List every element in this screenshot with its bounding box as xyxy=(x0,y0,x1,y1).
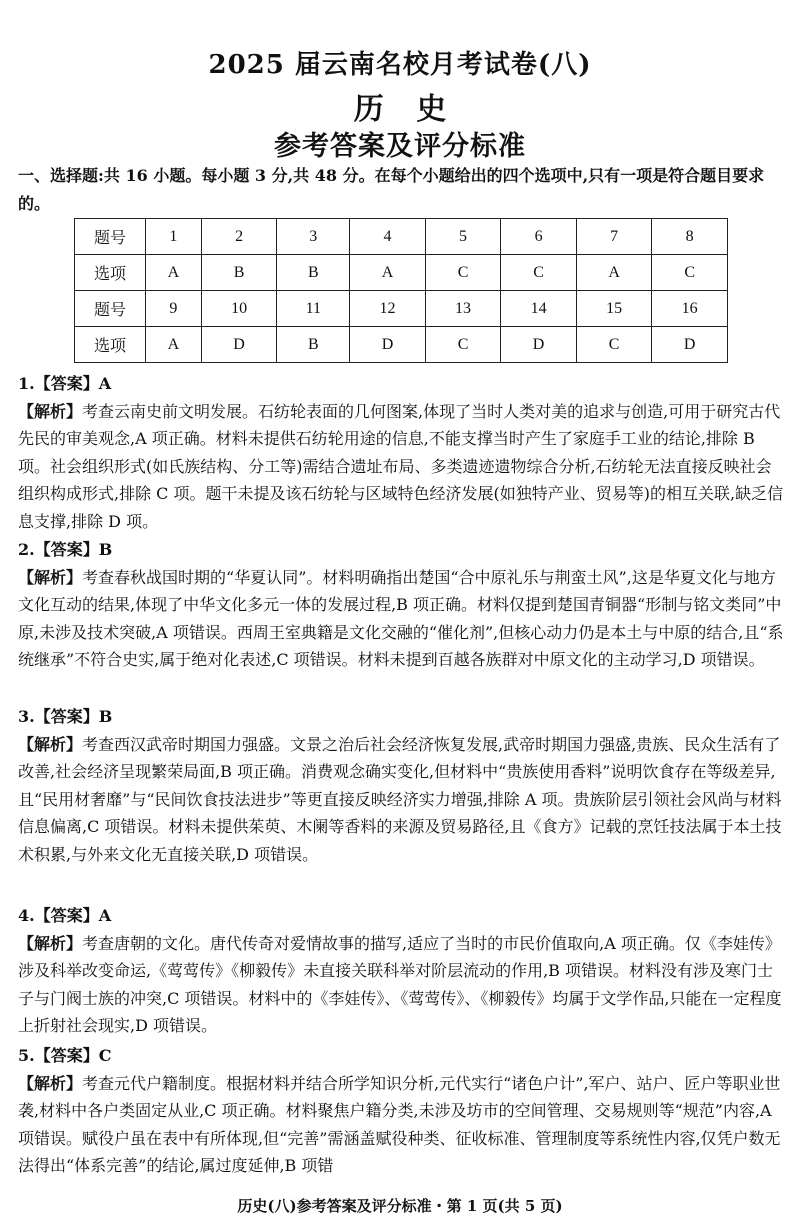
answer-line: 3.【答案】B xyxy=(18,707,113,726)
answer-option: B xyxy=(277,327,350,363)
analysis-body: 考查元代户籍制度。根据材料并结合所学知识分析,元代实行“诸色户计”,军户、站户、匠户等职业世袭,材料中各户类固定从业,C 项正确。材料聚焦户籍分类,未涉及坊市的空间管理、交易规则等“规范”内容,A 项错误。赋役户虽在表中有所体现,但“完善”需涵盖赋役种类、征收标准、管理制度等系统性内容,仅凭户数无法得出“体系完善”的结论,属过度延伸,B 项错 xyxy=(18,1073,781,1175)
analysis-tag: 【解析】 xyxy=(18,734,83,754)
explanation-text xyxy=(18,930,784,1040)
answer-option: B xyxy=(201,255,277,291)
question-number: 11 xyxy=(277,291,350,327)
question-number: 9 xyxy=(146,291,202,327)
table-row-answers-2 xyxy=(75,327,728,363)
section-instructions: 一、选择题:共 16 小题。每小题 3 分,共 48 分。在每个小题给出的四个选项中,只有一项是符合题目要求的。 xyxy=(18,166,765,213)
explanation-block-2 xyxy=(18,536,784,674)
question-number: 13 xyxy=(425,291,501,327)
answer-option: A xyxy=(146,255,202,291)
question-number: 15 xyxy=(576,291,652,327)
answer-option: C xyxy=(425,255,501,291)
table-row-answers-1 xyxy=(75,255,728,291)
answer-option: C xyxy=(425,327,501,363)
explanation-block-1 xyxy=(18,370,784,535)
explanation-text xyxy=(18,731,784,869)
analysis-body: 考查春秋战国时期的“华夏认同”。材料明确指出楚国“合中原礼乐与荆蛮土风”,这是华夏文化与地方文化互动的结果,体现了中华文化多元一体的发展过程,B 项正确。材料仅提到楚国青铜器“形制与铭文类同”中原,未涉及技术突破,A 项错误。西周王室典籍是文化交融的“催化剂”,但核心动力仍是本土与中原的结合,且“系统继承”不符合史实,属于绝对化表述,C 项错误。材料未提到百越各族群对中原文化的主动学习,D 项错误。 xyxy=(18,567,784,669)
row-label-question: 题号 xyxy=(75,219,146,255)
explanation-text xyxy=(18,564,784,674)
row-label-option: 选项 xyxy=(75,255,146,291)
question-number: 1 xyxy=(146,219,202,255)
analysis-tag: 【解析】 xyxy=(18,1073,83,1093)
answer-line: 4.【答案】A xyxy=(18,906,112,925)
answer-option: A xyxy=(576,255,652,291)
explanation-block-5 xyxy=(18,1042,784,1184)
exam-title: 2025 届云南名校月考试卷(八) xyxy=(208,50,592,80)
page-footer: 历史(八)参考答案及评分标准・第 1 页(共 5 页) xyxy=(237,1197,563,1215)
question-number: 7 xyxy=(576,219,652,255)
analysis-body: 考查唐朝的文化。唐代传奇对爱情故事的描写,适应了当时的市民价值取向,A 项正确。仅《李娃传》涉及科举改变命运,《莺莺传》《柳毅传》未直接关联科举对阶层流动的作用,B 项错误。材料没有涉及寒门士子与门阀士族的冲突,C 项错误。材料中的《李娃传》、《莺莺传》、《柳毅传》均属于文学作品,只能在一定程度上折射社会现实,D 项错误。 xyxy=(18,933,782,1035)
answer-option: D xyxy=(201,327,277,363)
answer-option: C xyxy=(652,255,728,291)
analysis-body: 考查云南史前文明发展。石纺轮表面的几何图案,体现了当时人类对美的追求与创造,可用于研究古代先民的审美观念,A 项正确。材料未提供石纺轮用途的信息,不能支撑当时产生了家庭手工业的结论,排除 B 项。社会组织形式(如氏族结构、分工等)需结合遗址布局、多类遗迹遗物综合分析,石纺轮无法直接反映社会组织构成形式,排除 C 项。题干未提及该石纺轮与区域特色经济发展(如独特产业、贸易等)的相互关联,缺乏信息支撑,排除 D 项。 xyxy=(18,401,784,531)
subject-title: 历 史 xyxy=(353,92,447,127)
table-row-numbers-2 xyxy=(75,291,728,327)
answer-option: D xyxy=(350,327,426,363)
question-number: 12 xyxy=(350,291,426,327)
answer-option: D xyxy=(501,327,577,363)
answer-option: D xyxy=(652,327,728,363)
explanation-block-3 xyxy=(18,703,784,868)
question-number: 3 xyxy=(277,219,350,255)
analysis-tag: 【解析】 xyxy=(18,401,83,421)
analysis-body: 考查西汉武帝时期国力强盛。文景之治后社会经济恢复发展,武帝时期国力强盛,贵族、民众生活有了改善,社会经济呈现繁荣局面,B 项正确。消费观念确实变化,但材料中“贵族使用香料”说明饮食存在等级差异,且“民用材奢靡”与“民间饮食技法进步”等更直接反映经济实力增强,排除 A 项。贵族阶层引领社会风尚与材料信息偏离,C 项错误。材料未提供茱萸、木阑等香料的来源及贸易路径,且《食方》记载的烹饪技法属于本土技术积累,与外来文化无直接关联,D 项错误。 xyxy=(18,734,782,864)
question-number: 6 xyxy=(501,219,577,255)
answer-line: 1.【答案】A xyxy=(18,374,112,393)
answer-line: 2.【答案】B xyxy=(18,540,113,559)
question-number: 16 xyxy=(652,291,728,327)
answer-option: C xyxy=(576,327,652,363)
analysis-tag: 【解析】 xyxy=(18,933,83,953)
explanation-text xyxy=(18,398,784,536)
answer-option: C xyxy=(501,255,577,291)
row-label-option: 选项 xyxy=(75,327,146,363)
table-row-numbers-1 xyxy=(75,219,728,255)
answer-table xyxy=(74,218,728,363)
question-number: 4 xyxy=(350,219,426,255)
answer-line: 5.【答案】C xyxy=(18,1046,112,1065)
explanation-text xyxy=(18,1070,784,1180)
question-number: 10 xyxy=(201,291,277,327)
question-number: 2 xyxy=(201,219,277,255)
row-label-question: 题号 xyxy=(75,291,146,327)
question-number: 5 xyxy=(425,219,501,255)
question-number: 14 xyxy=(501,291,577,327)
explanation-block-4 xyxy=(18,902,784,1040)
answer-option: A xyxy=(146,327,202,363)
answer-option: B xyxy=(277,255,350,291)
question-number: 8 xyxy=(652,219,728,255)
analysis-tag: 【解析】 xyxy=(18,567,83,587)
answer-key-subtitle: 参考答案及评分标准 xyxy=(274,131,526,162)
answer-option: A xyxy=(350,255,426,291)
